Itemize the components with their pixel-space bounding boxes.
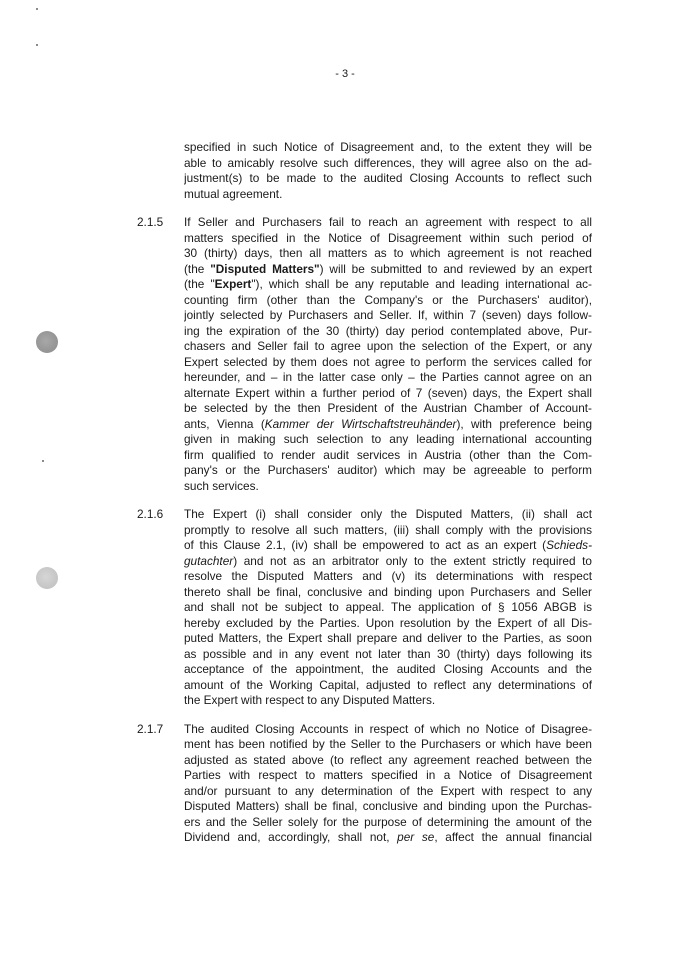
text-run: able to amicably resolve such differences, they will agree also on the ad- (184, 155, 592, 170)
defined-term: "Disputed Matters" (210, 261, 320, 276)
text-line (184, 507, 592, 523)
text-line (184, 370, 592, 386)
text-line (184, 463, 592, 479)
scan-speck (36, 44, 38, 46)
text-run: be selected by the then President of the Austrian Chamber of Account- (184, 401, 592, 415)
text-run: adjusted as stated above (to reflect any agreement reached between the (184, 752, 592, 767)
clause-text (184, 140, 592, 202)
text-line (184, 262, 592, 278)
text-line (184, 479, 592, 495)
text-run: thereto shall be final, conclusive and binding upon Purchasers and Seller (184, 584, 592, 599)
text-line (184, 386, 592, 402)
text-run: hereby excluded by the Parties. Upon resolution by the Expert of all Dis- (184, 615, 592, 630)
italic-term: Kammer der Wirtschaftstreuhänder (264, 416, 457, 431)
text-run: ment has been notified by the Seller to the Purchasers or which have been (184, 737, 592, 751)
text-run: Expert selected by them does not agree to perform the services called for (184, 354, 592, 369)
text-line (184, 187, 592, 203)
clause-2-1-6 (0, 507, 690, 709)
text-line (184, 647, 592, 663)
text-line (184, 448, 592, 464)
scan-speck (36, 8, 38, 10)
text-run: hereunder, and – in the latter case only – the Parties cannot agree on an (184, 370, 592, 384)
clause-text (184, 722, 592, 846)
text-run: (the (184, 261, 211, 276)
text-run: 30 (thirty) days, then all matters as to which agreement is not reached (184, 246, 592, 260)
text-line (184, 538, 592, 554)
document-body (0, 140, 690, 859)
text-line (184, 171, 592, 187)
italic-term: gutachter (184, 553, 234, 568)
text-run: "), which shall be any reputable and leading international ac- (251, 277, 592, 291)
clause-number: 2.1.7 (137, 721, 164, 736)
text-line (184, 417, 592, 433)
italic-term: per se (397, 830, 435, 844)
text-run: The Expert (i) shall consider only the Disputed Matters, (ii) shall act (184, 507, 592, 521)
text-line (184, 432, 592, 448)
text-run: (the " (184, 277, 215, 291)
text-line (184, 678, 592, 694)
text-line (184, 753, 592, 769)
text-run: firm qualified to render audit services in Austria (other than the Com- (184, 447, 592, 462)
text-run: The audited Closing Accounts in respect of which no Notice of Disagree- (184, 721, 592, 736)
text-run: Parties with respect to matters specified in a Notice of Disagreement (184, 768, 592, 782)
text-run: justment(s) to be made to the audited Closing Accounts to reflect such (184, 171, 592, 185)
text-line (184, 554, 592, 570)
text-run: jointly selected by Purchasers and Seller. If, within 7 (seven) days follow- (184, 308, 592, 322)
text-run: of this Clause 2.1, (iv) shall be empowered to act as an expert ( (184, 538, 547, 552)
text-run: and/or pursuant to any determination of the Expert with respect to any (184, 783, 592, 798)
text-run: , affect the annual financial (434, 830, 592, 844)
text-run: ) and not as an arbitrator only to the extent strictly required to (233, 553, 592, 568)
text-run: matters specified in the Notice of Disagreement within such period of (184, 230, 592, 245)
text-run: ing the expiration of the 30 (thirty) day period contemplated above, Pur- (184, 323, 592, 338)
clause-number: 2.1.5 (137, 215, 164, 229)
page-number: - 3 - (335, 68, 355, 80)
text-run: ) will be submitted to and reviewed by an expert (319, 261, 592, 276)
text-run: ants, Vienna ( (184, 416, 265, 431)
text-line (184, 784, 592, 800)
text-line (184, 737, 592, 753)
text-run: amount of the Working Capital, adjusted to reflect any determinations of (184, 677, 592, 692)
text-run: ), with preference being (456, 416, 592, 431)
text-run: counting firm (other than the Company's or the Purchasers' auditor), (184, 292, 592, 307)
text-run: Disputed Matters) shall be final, conclusive and binding upon the Purchas- (184, 799, 592, 813)
text-run: resolve the Disputed Matters and (v) its determinations with respect (184, 569, 592, 583)
text-line (184, 600, 592, 616)
text-run: If Seller and Purchasers fail to reach an agreement with respect to all (184, 215, 592, 229)
clause-text (184, 215, 592, 494)
text-run: chasers and Seller fail to agree upon the selection of the Expert, or any (184, 339, 592, 353)
text-line (184, 768, 592, 784)
clause-number: 2.1.6 (137, 507, 164, 521)
text-line (184, 246, 592, 262)
text-run: pany's or the Purchasers' auditor) which may be agreeable to perform (184, 463, 592, 477)
text-line (184, 277, 592, 293)
text-run: Dividend and, accordingly, shall not, (184, 830, 398, 844)
text-run: such services. (184, 478, 259, 493)
text-line (184, 523, 592, 539)
text-run: mutual agreement. (184, 186, 283, 201)
text-line (184, 324, 592, 340)
defined-term: Expert (214, 277, 252, 291)
text-run: acceptance of the appointment, the audited Closing Accounts and the (184, 662, 592, 676)
clause-text (184, 507, 592, 709)
text-run: the Expert with respect to any Disputed Matters. (184, 693, 436, 707)
text-line (184, 339, 592, 355)
text-line (184, 401, 592, 417)
text-line (184, 693, 592, 709)
text-line (184, 631, 592, 647)
text-run: given in making such selection to any leading international accounting (184, 432, 592, 446)
text-line (184, 569, 592, 585)
text-line (184, 722, 592, 738)
text-line (184, 830, 592, 846)
text-line (184, 293, 592, 309)
text-run: puted Matters, the Expert shall prepare and deliver to the Parties, as soon (184, 631, 592, 645)
text-line (184, 616, 592, 632)
text-line (184, 156, 592, 172)
text-line (184, 140, 592, 156)
italic-term: Schieds- (546, 538, 592, 552)
clause-2-1-7 (0, 722, 690, 846)
text-line (184, 231, 592, 247)
text-run: alternate Expert within a further period of 7 (seven) days, the Expert shall (184, 385, 592, 400)
text-line (184, 215, 592, 231)
text-run: and shall not be subject to appeal. The application of § 1056 ABGB is (184, 600, 592, 614)
clause-continuation (0, 140, 690, 202)
text-line (184, 308, 592, 324)
text-line (184, 355, 592, 371)
text-line (184, 585, 592, 601)
clause-2-1-5 (0, 215, 690, 494)
text-run: specified in such Notice of Disagreement and, to the extent they will be (184, 140, 592, 154)
text-run: ers and the Seller solely for the purpose of determining the amount of the (184, 814, 592, 829)
text-run: promptly to resolve all such matters, (iii) shall comply with the provisions (184, 522, 592, 537)
text-line (184, 815, 592, 831)
text-line (184, 662, 592, 678)
text-run: as possible and in any event not later than 30 (thirty) days following its (184, 646, 592, 661)
text-line (184, 799, 592, 815)
